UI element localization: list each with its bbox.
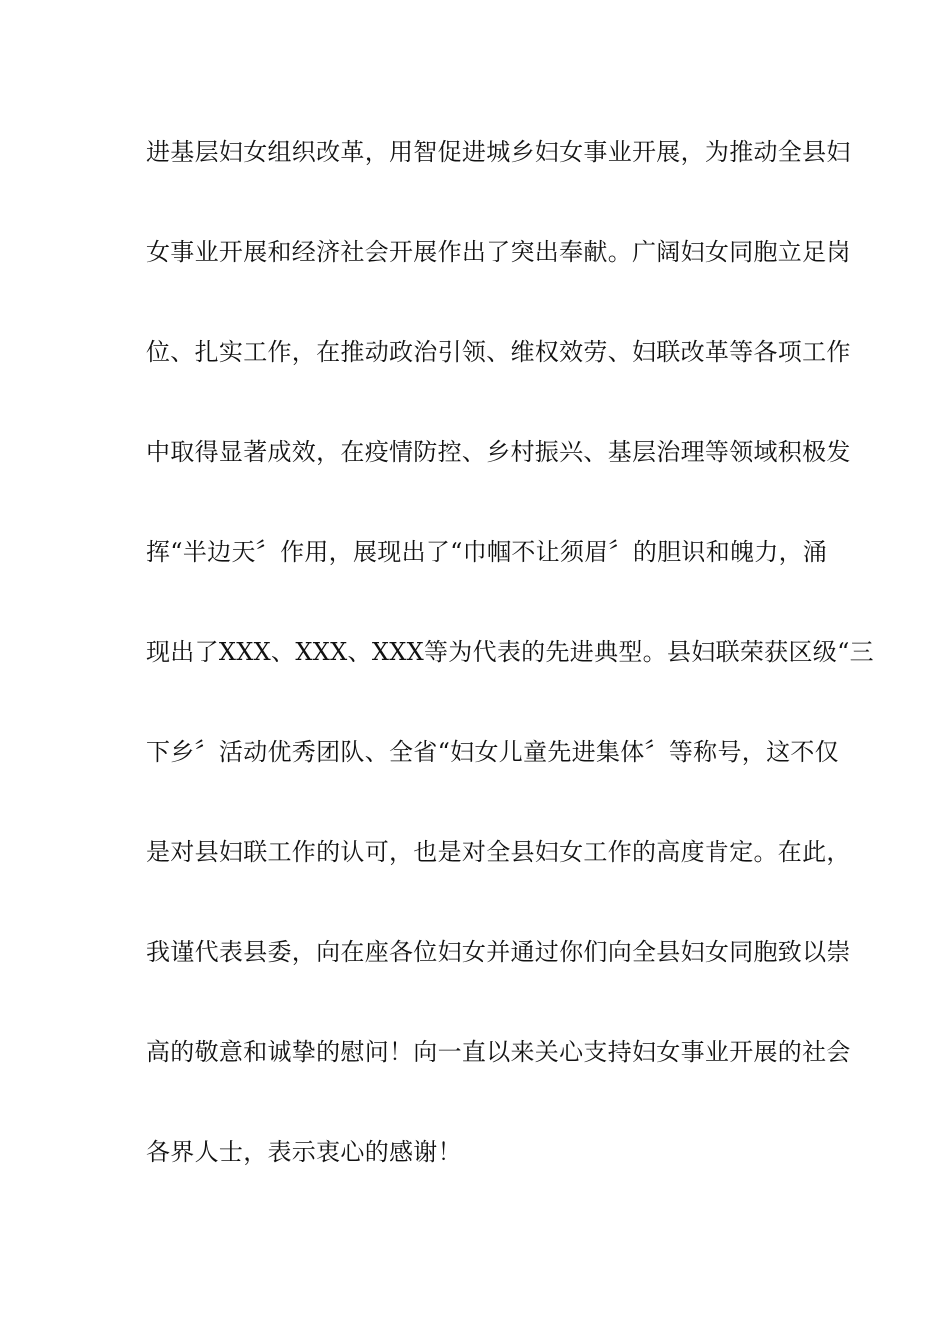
text-line: 高的敬意和诚挚的慰问！向一直以来关心支持妇女事业开展的社会 [146, 1038, 851, 1066]
text-line: 挥“半边天〞作用，展现出了“巾帼不让须眉〞的胆识和魄力，涌 [146, 538, 828, 566]
text-line: 下乡〞活动优秀团队、全省“妇女儿童先进集体〞等称号，这不仅 [146, 738, 839, 766]
text-line: 中取得显著成效，在疫情防控、乡村振兴、基层治理等领域积极发 [146, 438, 851, 466]
text-line: 现出了XXX、XXX、XXX等为代表的先进典型。县妇联荣获区级“三 [146, 638, 874, 666]
text-line: 进基层妇女组织改革，用智促进城乡妇女事业开展，为推动全县妇 [146, 138, 851, 166]
text-line: 是对县妇联工作的认可，也是对全县妇女工作的高度肯定。在此， [146, 838, 851, 866]
text-line: 我谨代表县委，向在座各位妇女并通过你们向全县妇女同胞致以崇 [146, 938, 851, 966]
text-line: 女事业开展和经济社会开展作出了突出奉献。广阔妇女同胞立足岗 [146, 238, 851, 266]
body-paragraph [146, 124, 874, 1224]
text-line: 各界人士，表示衷心的感谢！ [146, 1138, 462, 1166]
text-line: 位、扎实工作，在推动政治引领、维权效劳、妇联改革等各项工作 [146, 338, 851, 366]
